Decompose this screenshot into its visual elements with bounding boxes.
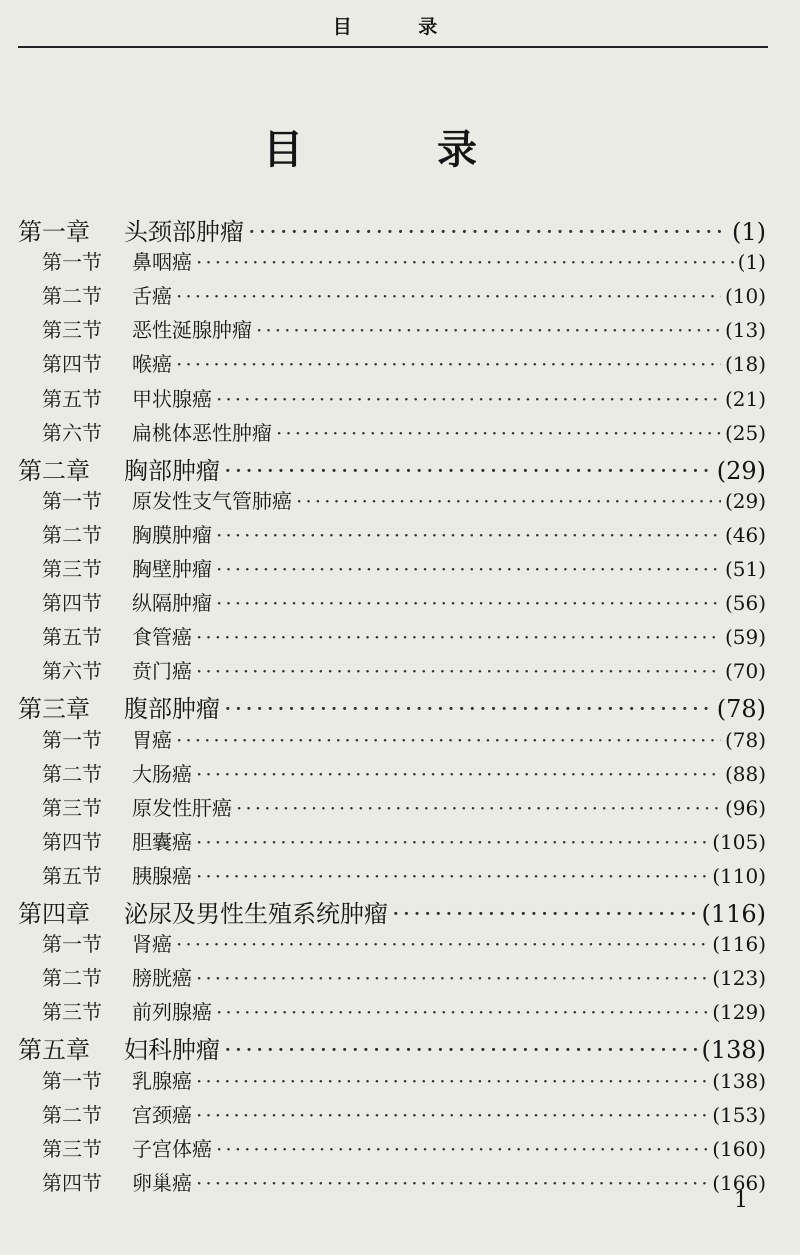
entry-page-number: (105) xyxy=(712,829,766,854)
section-title: 喉癌 xyxy=(132,352,172,377)
dot-leader xyxy=(176,284,721,308)
entry-page-number: (51) xyxy=(724,557,766,581)
toc-section-entry xyxy=(42,928,766,957)
toc-chapter-entry xyxy=(18,894,766,929)
entry-page-number: (123) xyxy=(712,966,766,991)
toc-section-entry xyxy=(42,1065,766,1094)
toc-chapter-entry xyxy=(18,451,766,486)
dot-leader xyxy=(236,796,721,820)
dot-leader xyxy=(276,421,721,445)
chapter-title: 胸部肿瘤 xyxy=(124,456,220,485)
section-number: 第三节 xyxy=(42,318,102,343)
toc-section-entry xyxy=(42,587,766,616)
dot-leader xyxy=(196,250,734,274)
header-divider xyxy=(18,46,768,48)
entry-page-number: (78) xyxy=(724,727,766,752)
dot-leader xyxy=(248,218,728,246)
entry-page-number: (29) xyxy=(716,456,766,485)
section-title: 膀胱癌 xyxy=(132,966,192,991)
entry-page-number: (29) xyxy=(724,488,766,513)
toc-chapter-entry xyxy=(18,1030,766,1065)
entry-page-number: (1) xyxy=(737,250,766,275)
dot-leader xyxy=(256,318,721,342)
toc-section-entry xyxy=(42,621,766,650)
section-number: 第二节 xyxy=(42,761,102,786)
section-title: 食管癌 xyxy=(132,625,192,650)
section-title: 胰腺癌 xyxy=(132,863,192,888)
chapter-number: 第四章 xyxy=(18,900,90,928)
section-number: 第二节 xyxy=(42,1102,102,1127)
dot-leader xyxy=(224,695,713,723)
section-title: 胸膜肿瘤 xyxy=(132,522,212,547)
section-title: 纵隔肿瘤 xyxy=(132,591,212,616)
section-number: 第三节 xyxy=(42,1000,102,1025)
entry-page-number: (96) xyxy=(724,795,766,820)
dot-leader xyxy=(176,728,721,752)
dot-leader xyxy=(176,352,721,376)
toc-section-entry xyxy=(42,348,766,377)
entry-page-number: (116) xyxy=(712,932,766,957)
section-title: 肾癌 xyxy=(132,932,172,957)
chapter-title: 泌尿及男性生殖系统肿瘤 xyxy=(124,900,388,928)
section-number: 第三节 xyxy=(42,557,102,581)
entry-page-number: (129) xyxy=(712,1000,766,1025)
section-number: 第三节 xyxy=(42,1136,102,1161)
section-number: 第五节 xyxy=(42,863,102,888)
toc-section-entry xyxy=(42,280,766,309)
entry-page-number: (1) xyxy=(732,218,766,246)
section-number: 第一节 xyxy=(42,1068,102,1093)
entry-page-number: (25) xyxy=(724,420,766,445)
entry-page-number: (160) xyxy=(712,1136,766,1161)
section-number: 第一节 xyxy=(42,488,102,513)
toc-section-entry xyxy=(42,246,766,275)
toc-section-entry xyxy=(42,826,766,855)
dot-leader xyxy=(196,762,721,786)
entry-page-number: (88) xyxy=(724,761,766,786)
toc-section-entry xyxy=(42,655,766,684)
section-number: 第四节 xyxy=(42,829,102,854)
toc-section-entry xyxy=(42,1167,766,1196)
section-title: 乳腺癌 xyxy=(132,1068,192,1093)
entry-page-number: (138) xyxy=(701,1036,766,1065)
entry-page-number: (18) xyxy=(724,352,766,377)
toc-section-entry xyxy=(42,962,766,991)
dot-leader xyxy=(224,457,713,485)
section-number: 第四节 xyxy=(42,591,102,616)
entry-page-number: (10) xyxy=(724,284,766,309)
chapter-title: 妇科肿瘤 xyxy=(124,1036,220,1065)
section-number: 第五节 xyxy=(42,625,102,650)
section-title: 胃癌 xyxy=(132,727,172,752)
toc-chapter-entry xyxy=(18,689,766,724)
section-number: 第一节 xyxy=(42,932,102,957)
dot-leader xyxy=(216,557,721,581)
section-number: 第六节 xyxy=(42,420,102,445)
section-number: 第二节 xyxy=(42,966,102,991)
dot-leader xyxy=(196,830,708,854)
toc-section-entry xyxy=(42,485,766,514)
section-number: 第四节 xyxy=(42,1170,102,1195)
entry-page-number: (59) xyxy=(724,625,766,650)
toc-section-entry xyxy=(42,519,766,548)
section-title: 甲状腺癌 xyxy=(132,386,212,411)
entry-page-number: (56) xyxy=(724,591,766,616)
toc-section-entry xyxy=(42,724,766,753)
section-title: 大肠癌 xyxy=(132,761,192,786)
chapter-number: 第二章 xyxy=(18,456,90,485)
toc-section-entry xyxy=(42,860,766,889)
chapter-title: 头颈部肿瘤 xyxy=(124,218,244,246)
section-number: 第一节 xyxy=(42,727,102,752)
entry-page-number: (21) xyxy=(724,386,766,411)
toc-chapter-entry xyxy=(18,212,766,247)
chapter-title: 腹部肿瘤 xyxy=(124,695,220,724)
dot-leader xyxy=(196,864,708,888)
section-title: 子宫体癌 xyxy=(132,1136,212,1161)
toc-section-entry xyxy=(42,553,766,582)
section-number: 第四节 xyxy=(42,352,102,377)
entry-page-number: (110) xyxy=(712,863,766,888)
entry-page-number: (153) xyxy=(712,1102,766,1127)
section-title: 卵巢癌 xyxy=(132,1170,192,1195)
toc-section-entry xyxy=(42,758,766,787)
section-title: 宫颈癌 xyxy=(132,1102,192,1127)
section-number: 第二节 xyxy=(42,284,102,309)
section-title: 前列腺癌 xyxy=(132,1000,212,1025)
entry-page-number: (166) xyxy=(712,1170,766,1195)
chapter-number: 第一章 xyxy=(18,218,90,246)
entry-page-number: (13) xyxy=(724,318,766,343)
entry-page-number: (116) xyxy=(701,900,766,928)
dot-leader xyxy=(216,387,721,411)
section-title: 原发性肝癌 xyxy=(132,795,232,820)
section-title: 舌癌 xyxy=(132,284,172,309)
entry-page-number: (70) xyxy=(724,659,766,684)
dot-leader xyxy=(196,1171,708,1195)
section-number: 第二节 xyxy=(42,522,102,547)
dot-leader xyxy=(296,489,721,513)
toc-section-entry xyxy=(42,417,766,446)
entry-page-number: (46) xyxy=(724,522,766,547)
section-number: 第三节 xyxy=(42,795,102,820)
entry-page-number: (78) xyxy=(716,695,766,724)
section-number: 第一节 xyxy=(42,250,102,275)
dot-leader xyxy=(196,1069,708,1093)
section-title: 胆囊癌 xyxy=(132,829,192,854)
dot-leader xyxy=(216,1000,708,1024)
toc-section-entry xyxy=(42,1099,766,1128)
section-title: 恶性涎腺肿瘤 xyxy=(132,318,252,343)
entry-page-number: (138) xyxy=(712,1068,766,1093)
chapter-number: 第五章 xyxy=(18,1036,90,1065)
section-number: 第六节 xyxy=(42,659,102,684)
page-number: 1 xyxy=(734,1188,748,1213)
chapter-number: 第三章 xyxy=(18,695,90,724)
dot-leader xyxy=(196,966,708,990)
section-title: 扁桃体恶性肿瘤 xyxy=(132,420,272,445)
dot-leader xyxy=(196,625,721,649)
dot-leader xyxy=(216,591,721,615)
running-header: 目 录 xyxy=(332,16,468,38)
dot-leader xyxy=(176,932,708,956)
section-title: 胸壁肿瘤 xyxy=(132,557,212,581)
section-title: 贲门癌 xyxy=(132,659,192,684)
dot-leader xyxy=(196,1103,708,1127)
section-title: 鼻咽癌 xyxy=(132,250,192,275)
dot-leader xyxy=(216,523,721,547)
dot-leader xyxy=(224,1036,697,1064)
dot-leader xyxy=(196,659,721,683)
toc-section-entry xyxy=(42,996,766,1025)
page-title: 目 录 xyxy=(263,127,537,173)
toc-section-entry xyxy=(42,1133,766,1162)
toc-section-entry xyxy=(42,314,766,343)
toc-section-entry xyxy=(42,792,766,821)
toc-section-entry xyxy=(42,383,766,412)
section-number: 第五节 xyxy=(42,386,102,411)
dot-leader xyxy=(392,900,697,928)
dot-leader xyxy=(216,1137,708,1161)
section-title: 原发性支气管肺癌 xyxy=(132,488,292,513)
